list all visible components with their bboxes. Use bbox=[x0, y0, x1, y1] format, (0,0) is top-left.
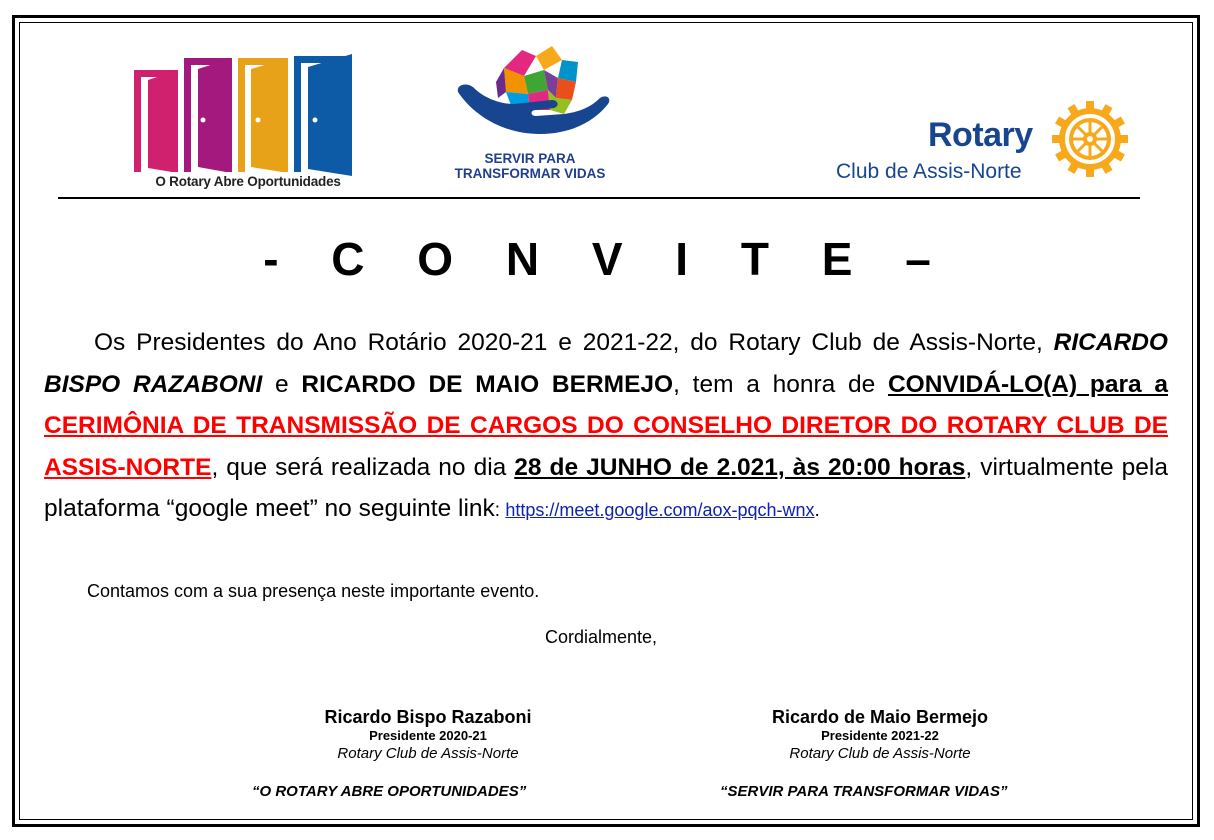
ceremony-title: CERIMÔNIA DE TRANSMISSÃO DE CARGOS DO CONSELHO DIRETOR DO ROTARY CLUB DE ASSIS-NORTE bbox=[44, 412, 1168, 481]
para-text-4: , que será realizada no dia bbox=[211, 453, 515, 481]
para-text-1: Os Presidentes do Ano Rotário 2020-21 e 2021-22, do Rotary Club de Assis-Norte, bbox=[94, 329, 1054, 356]
rotary-wheel-icon bbox=[1050, 101, 1130, 177]
header-divider bbox=[58, 197, 1140, 199]
doors-logo bbox=[128, 50, 368, 192]
signature-block-2 bbox=[740, 706, 1020, 764]
doors-logo-caption: O Rotary Abre Oportunidades bbox=[155, 174, 341, 189]
closing-text: Contamos com a sua presença neste importante evento. bbox=[87, 581, 540, 601]
signature-role-2: Presidente 2021-22 bbox=[821, 728, 939, 743]
globe-hand-caption-line2: TRANSFORMAR VIDAS bbox=[454, 166, 606, 181]
rotary-wordmark: Rotary bbox=[928, 116, 1033, 154]
para-end: . bbox=[814, 500, 820, 521]
invitation-paragraph bbox=[44, 322, 1168, 532]
para-colon: : bbox=[494, 500, 506, 521]
globe-hand-caption-line1: SERVIR PARA bbox=[484, 151, 576, 166]
para-text-5: , virtualmente pela plataforma “google meet” no seguinte link bbox=[44, 453, 1168, 522]
globe-hand-caption bbox=[430, 151, 630, 181]
para-text-2: e bbox=[262, 370, 302, 398]
regards-text: Cordialmente, bbox=[545, 627, 658, 647]
signature-name-2: Ricardo de Maio Bermejo bbox=[771, 707, 989, 727]
event-date-time: 28 de JUNHO de 2.021, às 20:00 horas bbox=[514, 453, 966, 481]
signature-club-2: Rotary Club de Assis-Norte bbox=[789, 745, 971, 762]
president-name-2: RICARDO DE MAIO BERMEJO bbox=[301, 370, 674, 398]
signature-block-1 bbox=[300, 706, 556, 764]
invite-phrase: CONVIDÁ-LO(A) para a bbox=[887, 370, 1168, 398]
president-name-1: RICARDO BISPO RAZABONI bbox=[44, 329, 1168, 398]
meet-link[interactable]: https://meet.google.com/aox-pqch-wnx bbox=[505, 500, 815, 520]
para-text-3: , tem a honra de bbox=[673, 370, 888, 398]
page-title: - C O N V I T E – bbox=[263, 233, 951, 285]
signature-name-1: Ricardo Bispo Razaboni bbox=[324, 707, 532, 727]
globe-hand-logo bbox=[444, 38, 620, 158]
signature-club-1: Rotary Club de Assis-Norte bbox=[337, 745, 519, 762]
motto-2: “SERVIR PARA TRANSFORMAR VIDAS” bbox=[720, 783, 1008, 800]
motto-1: “O ROTARY ABRE OPORTUNIDADES” bbox=[252, 783, 527, 800]
rotary-club-name: Club de Assis-Norte bbox=[836, 160, 1022, 183]
signature-role-1: Presidente 2020-21 bbox=[369, 728, 487, 743]
